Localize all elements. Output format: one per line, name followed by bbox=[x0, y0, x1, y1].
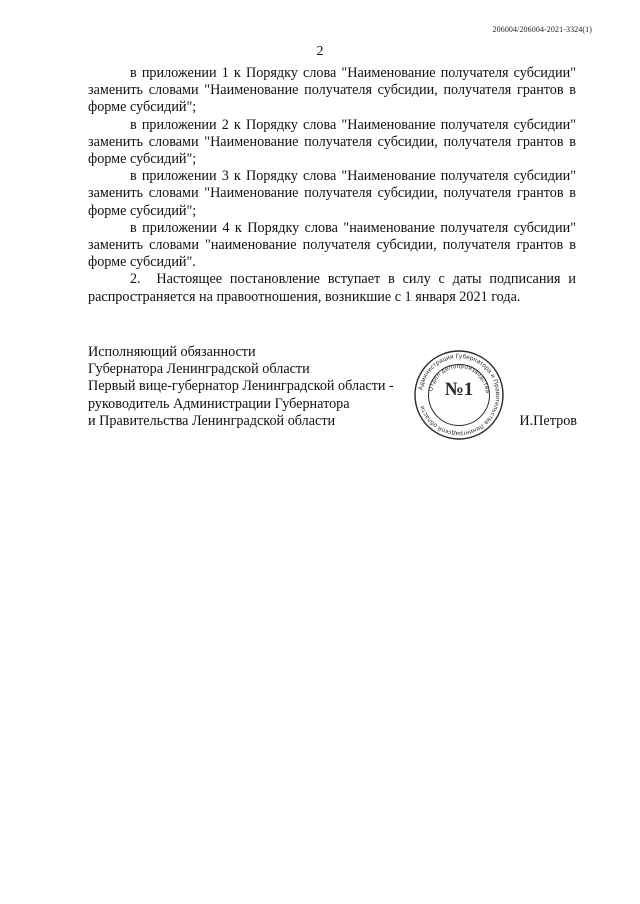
signer-title-line-4: руководитель Администрации Губернатора bbox=[88, 395, 350, 412]
seal-inner-text: Отдел делопроизводства bbox=[428, 363, 490, 394]
signer-title-line-1: Исполняющий обязанности bbox=[88, 344, 256, 360]
paragraph-appendix-2: в приложении 2 к Порядку слова "Наименование получателя субсидии" заменить словами "Наименование получателя субсидии, получателя грантов в форме субсидий"; bbox=[88, 116, 576, 168]
official-seal-stamp bbox=[413, 349, 505, 441]
signer-title-line-2: Губернатора Ленинградской области bbox=[88, 361, 310, 378]
paragraph-effective-date: 2. Настоящее постановление вступает в силу с даты подписания и распространяется на правоотношения, возникшие с 1 января 2021 года. bbox=[88, 271, 576, 305]
page-number: 2 bbox=[316, 44, 324, 59]
seal-number: №1 bbox=[444, 379, 474, 400]
document-body bbox=[88, 65, 576, 306]
paragraph-appendix-4: в приложении 4 к Порядку слова "наименование получателя субсидии" заменить словами "наименование получателя субсидии, получателя грантов в форме субсидий". bbox=[88, 219, 576, 271]
paragraph-appendix-1: в приложении 1 к Порядку слова "Наименование получателя субсидии" заменить словами "Наименование получателя субсидии, получателя грантов в форме субсидий"; bbox=[88, 65, 576, 116]
signer-title-line-3: Первый вице-губернатор Ленинградской области - bbox=[88, 378, 394, 395]
seal-ring-text: Администрация Губернатора и Правительства Ленинградской области bbox=[417, 352, 502, 438]
signer-name: И.Петров bbox=[519, 413, 577, 429]
document-registration-id: 206004/206004-2021-3324(1) bbox=[492, 25, 592, 34]
signer-title-line-5: и Правительства Ленинградской области bbox=[88, 412, 336, 429]
paragraph-appendix-3: в приложении 3 к Порядку слова "Наименование получателя субсидии" заменить словами "Наименование получателя субсидии, получателя грантов в форме субсидий"; bbox=[88, 168, 576, 219]
